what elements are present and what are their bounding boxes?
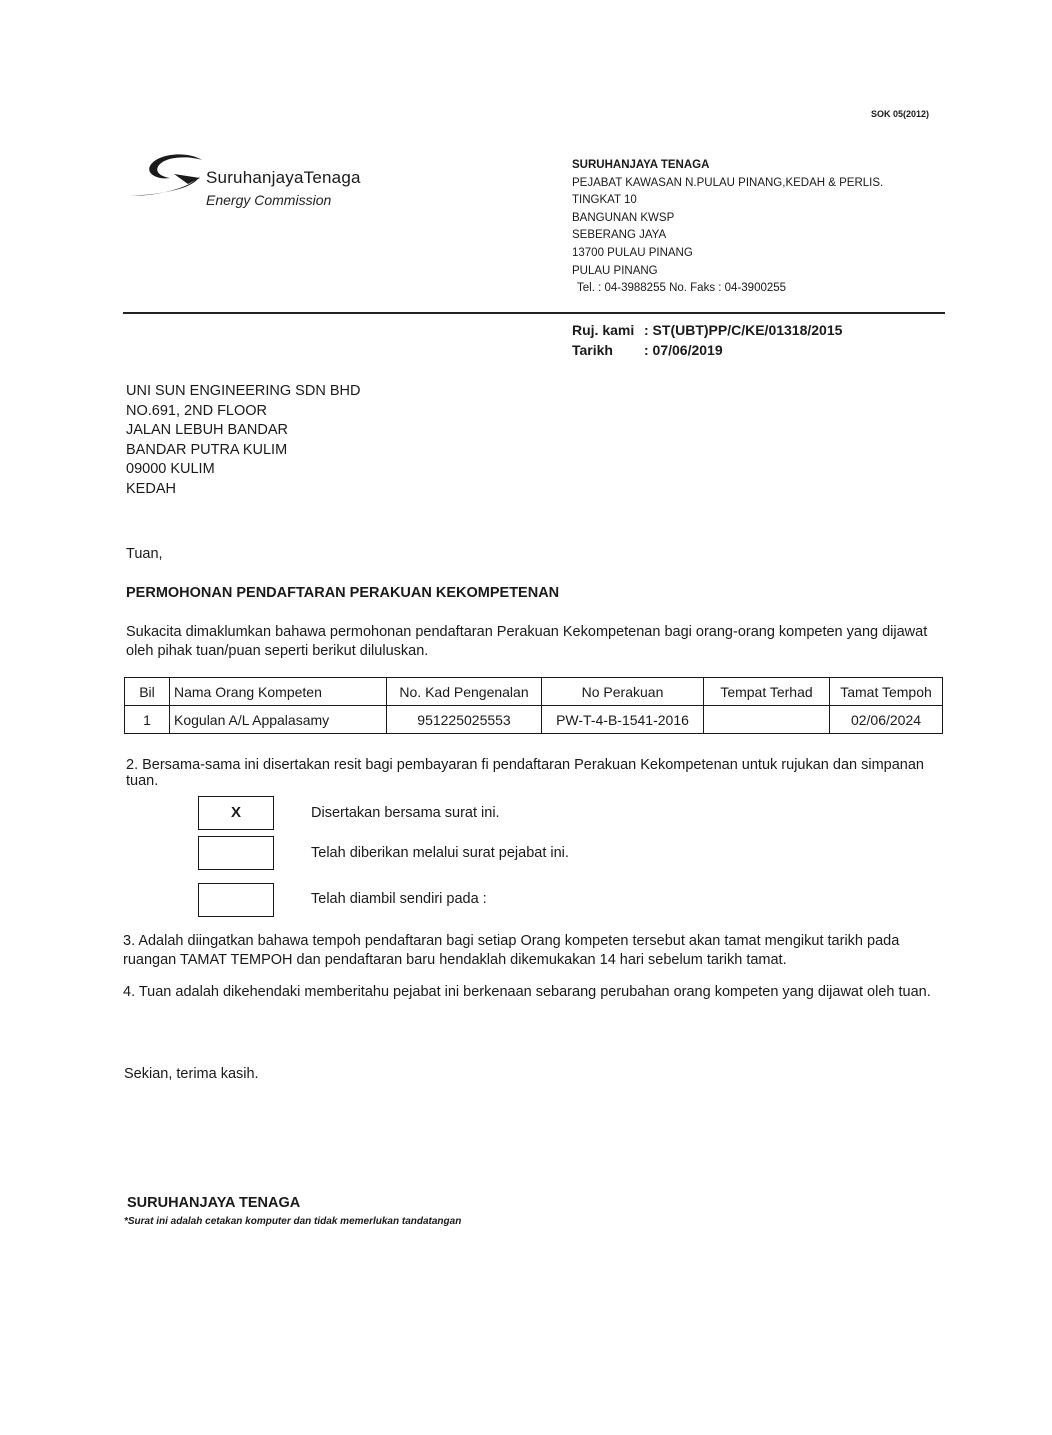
table-cell — [704, 706, 830, 734]
logo-subtitle: Energy Commission — [206, 192, 332, 208]
signoff: SURUHANJAYA TENAGA — [127, 1195, 301, 1211]
office-address — [572, 157, 883, 298]
energy-commission-logo — [128, 152, 428, 222]
option-checkbox — [198, 883, 274, 917]
paragraph-4: 4. Tuan adalah dikehendaki memberitahu pejabat ini berkenaan sebarang perubahan orang kompeten yang dijawat oleh tuan. — [123, 984, 931, 1000]
form-code: SOK 05(2012) — [871, 109, 930, 119]
salutation: Tuan, — [126, 546, 163, 562]
office-line: BANGUNAN KWSP — [572, 211, 675, 224]
recipient-address — [126, 382, 360, 500]
office-phone-fax: Tel. : 04-3988255 No. Faks : 04-3900255 — [577, 282, 787, 295]
table-cell: 02/06/2024 — [830, 706, 943, 734]
option-label: Telah diambil sendiri pada : — [311, 891, 487, 907]
date-value: : 07/06/2019 — [644, 342, 723, 358]
office-line: PEJABAT KAWASAN N.PULAU PINANG,KEDAH & PERLIS. — [572, 176, 884, 189]
office-line: 13700 PULAU PINANG — [572, 246, 693, 259]
paragraph-2: 2. Bersama-sama ini disertakan resit bagi pembayaran fi pendaftaran Perakuan Kekompetenan untuk rujukan dan simpanan tuan. — [126, 757, 924, 789]
option-checkbox — [198, 836, 274, 870]
swoosh-logo-icon — [128, 152, 208, 212]
recipient-line: UNI SUN ENGINEERING SDN BHD — [126, 383, 361, 399]
office-line: PULAU PINANG — [572, 264, 658, 277]
table-header-row — [125, 678, 943, 706]
option-label: Disertakan bersama surat ini. — [311, 805, 500, 821]
table-cell: 951225025553 — [387, 706, 542, 734]
office-line: SEBERANG JAYA — [572, 229, 667, 242]
table-header: Tempat Terhad — [704, 678, 830, 706]
table-cell: PW-T-4-B-1541-2016 — [542, 706, 704, 734]
letter-subject: PERMOHONAN PENDAFTARAN PERAKUAN KEKOMPETENAN — [126, 585, 560, 601]
paragraph-3: 3. Adalah diingatkan bahawa tempoh pendaftaran bagi setiap Orang kompeten tersebut akan tamat mengikut tarikh pada ruangan TAMAT TEMPOH dan pendaftaran baru hendaklah dikemukakan 14 hari sebelum tarikh tamat. — [123, 933, 900, 968]
header-divider — [123, 312, 945, 314]
option-checkbox: X — [198, 796, 274, 830]
recipient-line: KEDAH — [126, 480, 176, 497]
computer-generated-note: *Surat ini adalah cetakan komputer dan tidak memerlukan tandatangan — [124, 1216, 462, 1227]
ref-label: Ruj. kami — [572, 322, 635, 338]
ref-value: : ST(UBT)PP/C/KE/01318/2015 — [644, 322, 843, 338]
date-label: Tarikh — [572, 342, 613, 358]
table-header: No Perakuan — [542, 678, 704, 706]
office-org: SURUHANJAYA TENAGA — [572, 159, 710, 171]
table-header: No. Kad Pengenalan — [387, 678, 542, 706]
table-row — [125, 706, 943, 734]
table-cell: 1 — [125, 706, 170, 734]
table-header: Bil — [125, 678, 170, 706]
logo-name: SuruhanjayaTenaga — [206, 168, 361, 187]
competent-persons-table — [124, 677, 943, 734]
recipient-line: NO.691, 2ND FLOOR — [126, 402, 268, 419]
reference-block — [572, 320, 842, 360]
table-header: Tamat Tempoh — [830, 678, 943, 706]
paragraph-1: Sukacita dimaklumkan bahawa permohonan pendaftaran Perakuan Kekompetenan bagi orang-orang kompeten yang dijawat oleh pihak tuan/puan seperti berikut diluluskan. — [126, 624, 928, 659]
table-cell: Kogulan A/L Appalasamy — [170, 706, 387, 734]
recipient-line: BANDAR PUTRA KULIM — [126, 441, 288, 458]
table-header: Nama Orang Kompeten — [170, 678, 387, 706]
recipient-line: JALAN LEBUH BANDAR — [126, 422, 288, 439]
office-line: TINGKAT 10 — [572, 194, 637, 207]
closing-line: Sekian, terima kasih. — [124, 1066, 259, 1082]
recipient-line: 09000 KULIM — [126, 461, 215, 478]
option-label: Telah diberikan melalui surat pejabat ini. — [311, 845, 569, 861]
